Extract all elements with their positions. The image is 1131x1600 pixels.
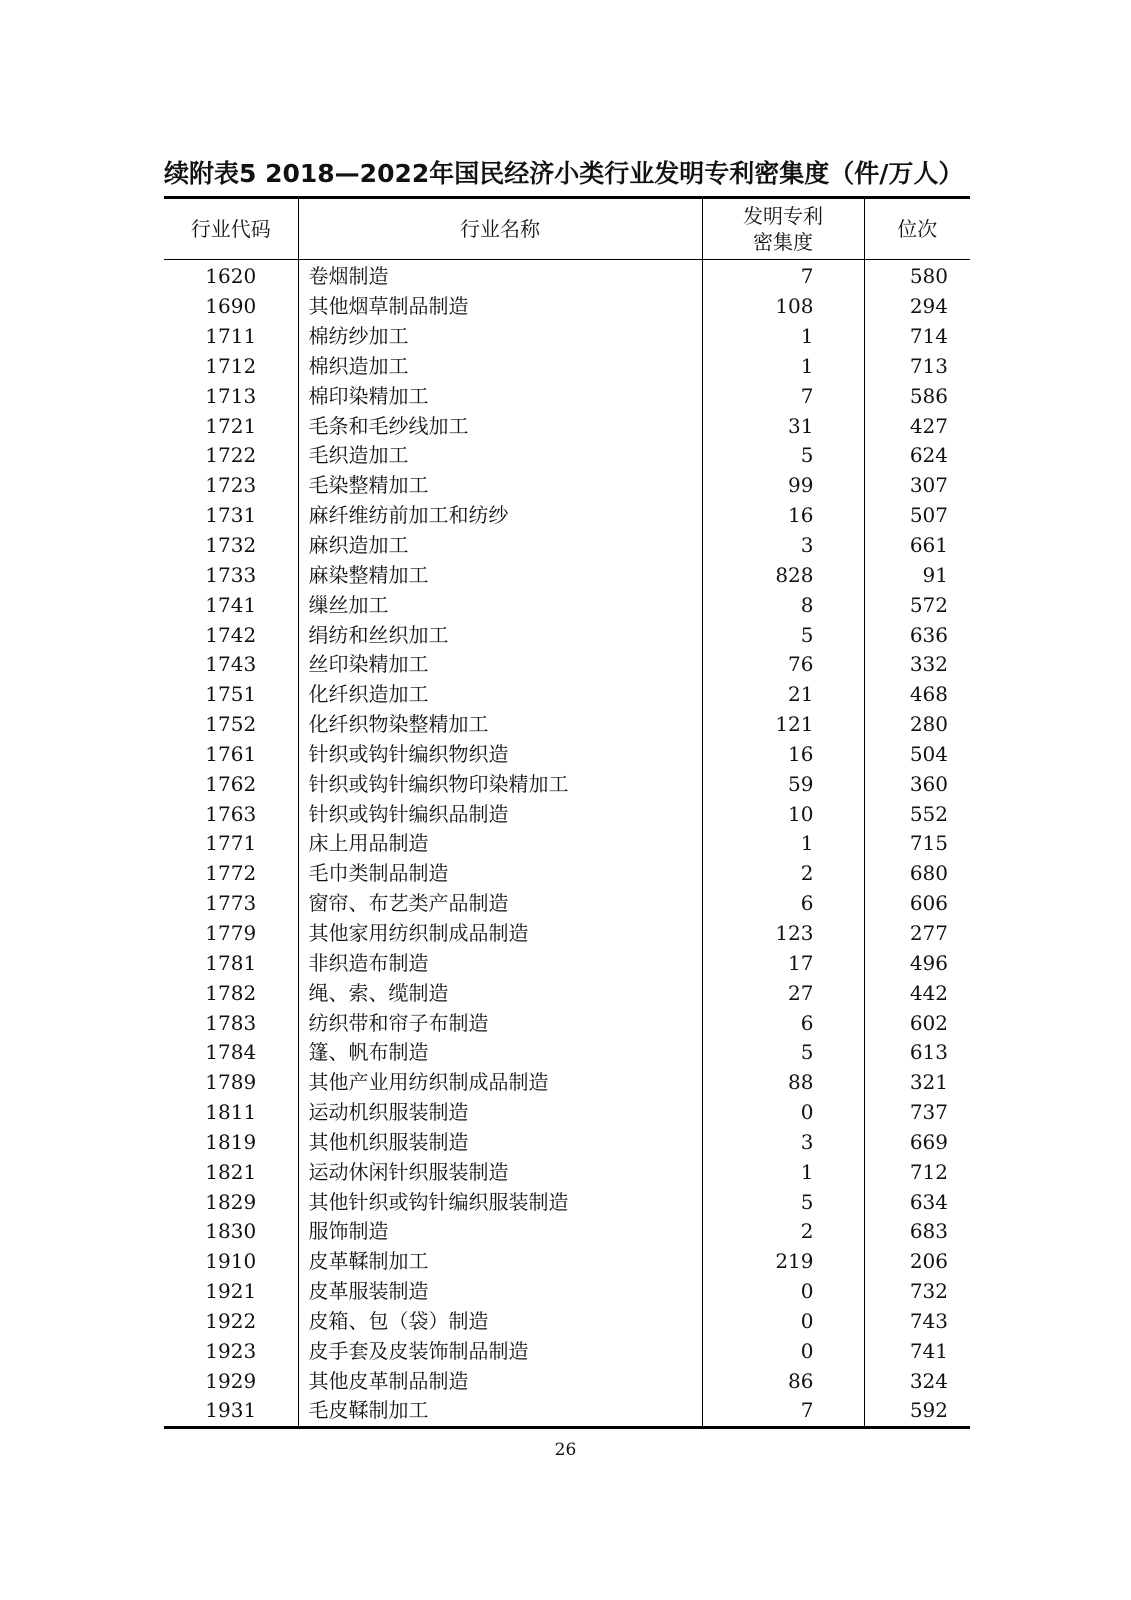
cell-code: 1731 bbox=[205, 503, 257, 528]
cell-density: 6 bbox=[702, 1008, 864, 1038]
cell-density: 3 bbox=[702, 531, 864, 561]
cell-density: 5 bbox=[702, 1187, 864, 1217]
table-row bbox=[164, 1157, 970, 1187]
cell-code: 1773 bbox=[205, 891, 257, 916]
table-row bbox=[164, 1127, 970, 1157]
cell-code: 1772 bbox=[205, 861, 257, 886]
cell-name: 毛巾类制品制造 bbox=[298, 859, 702, 889]
cell-name: 其他产业用纺织制成品制造 bbox=[298, 1068, 702, 1098]
cell-name: 化纤织物染整精加工 bbox=[298, 710, 702, 740]
table-row bbox=[164, 1098, 970, 1128]
cell-code: 1779 bbox=[205, 920, 257, 945]
cell-code: 1923 bbox=[205, 1338, 257, 1363]
cell-name: 卷烟制造 bbox=[298, 260, 702, 292]
page-number: 26 bbox=[554, 1440, 577, 1460]
cell-name: 针织或钩针编织物印染精加工 bbox=[298, 769, 702, 799]
table-row bbox=[164, 740, 970, 770]
cell-name: 服饰制造 bbox=[298, 1217, 702, 1247]
cell-name: 皮箱、包（袋）制造 bbox=[298, 1307, 702, 1337]
cell-name: 麻织造加工 bbox=[298, 531, 702, 561]
cell-rank: 552 bbox=[864, 799, 970, 829]
cell-code: 1922 bbox=[205, 1308, 257, 1333]
column-header-code: 行业代码 bbox=[164, 198, 298, 260]
table-row bbox=[164, 1366, 970, 1396]
cell-rank: 586 bbox=[864, 381, 970, 411]
table-row bbox=[164, 531, 970, 561]
cell-name: 皮革鞣制加工 bbox=[298, 1247, 702, 1277]
cell-density: 27 bbox=[702, 978, 864, 1008]
cell-code: 1782 bbox=[205, 980, 257, 1005]
cell-rank: 294 bbox=[864, 292, 970, 322]
data-table bbox=[164, 196, 970, 1429]
cell-density: 17 bbox=[702, 948, 864, 978]
column-header-rank: 位次 bbox=[864, 198, 970, 260]
table-row bbox=[164, 322, 970, 352]
table-row bbox=[164, 1277, 970, 1307]
cell-name: 运动机织服装制造 bbox=[298, 1098, 702, 1128]
table-row bbox=[164, 680, 970, 710]
cell-density: 0 bbox=[702, 1307, 864, 1337]
cell-code: 1743 bbox=[205, 652, 257, 677]
cell-code: 1830 bbox=[205, 1219, 257, 1244]
page-title: 续附表5 2018—2022年国民经济小类行业发明专利密集度（件/万人） bbox=[164, 159, 964, 188]
table-row bbox=[164, 710, 970, 740]
cell-name: 针织或钩针编织品制造 bbox=[298, 799, 702, 829]
cell-rank: 712 bbox=[864, 1157, 970, 1187]
table-row bbox=[164, 1307, 970, 1337]
cell-density: 0 bbox=[702, 1336, 864, 1366]
cell-rank: 606 bbox=[864, 889, 970, 919]
cell-code: 1784 bbox=[205, 1040, 257, 1065]
cell-name: 丝印染精加工 bbox=[298, 650, 702, 680]
table-row bbox=[164, 859, 970, 889]
table-row bbox=[164, 501, 970, 531]
cell-rank: 572 bbox=[864, 590, 970, 620]
table-row bbox=[164, 620, 970, 650]
cell-code: 1783 bbox=[205, 1010, 257, 1035]
cell-name: 其他家用纺织制成品制造 bbox=[298, 919, 702, 949]
cell-name: 麻染整精加工 bbox=[298, 560, 702, 590]
cell-density: 2 bbox=[702, 1217, 864, 1247]
cell-density: 1 bbox=[702, 352, 864, 382]
cell-code: 1931 bbox=[205, 1398, 257, 1423]
table-row bbox=[164, 829, 970, 859]
cell-rank: 669 bbox=[864, 1127, 970, 1157]
cell-name: 皮手套及皮装饰制品制造 bbox=[298, 1336, 702, 1366]
cell-name: 缫丝加工 bbox=[298, 590, 702, 620]
cell-name: 窗帘、布艺类产品制造 bbox=[298, 889, 702, 919]
cell-density: 59 bbox=[702, 769, 864, 799]
cell-code: 1620 bbox=[205, 264, 257, 289]
cell-name: 纺织带和帘子布制造 bbox=[298, 1008, 702, 1038]
column-header-density bbox=[702, 198, 864, 260]
cell-density: 10 bbox=[702, 799, 864, 829]
table-row bbox=[164, 1217, 970, 1247]
cell-code: 1721 bbox=[205, 413, 257, 438]
cell-code: 1910 bbox=[205, 1249, 257, 1274]
cell-rank: 714 bbox=[864, 322, 970, 352]
cell-rank: 496 bbox=[864, 948, 970, 978]
cell-name: 毛织造加工 bbox=[298, 441, 702, 471]
table-header-row bbox=[164, 198, 970, 260]
cell-name: 绳、索、缆制造 bbox=[298, 978, 702, 1008]
cell-code: 1732 bbox=[205, 533, 257, 558]
cell-density: 3 bbox=[702, 1127, 864, 1157]
cell-rank: 504 bbox=[864, 740, 970, 770]
cell-density: 7 bbox=[702, 381, 864, 411]
cell-rank: 91 bbox=[864, 560, 970, 590]
cell-density: 121 bbox=[702, 710, 864, 740]
cell-rank: 680 bbox=[864, 859, 970, 889]
cell-density: 5 bbox=[702, 620, 864, 650]
table-body bbox=[164, 260, 970, 1428]
cell-density: 0 bbox=[702, 1277, 864, 1307]
cell-rank: 280 bbox=[864, 710, 970, 740]
cell-code: 1711 bbox=[205, 324, 257, 349]
cell-code: 1819 bbox=[205, 1129, 257, 1154]
cell-code: 1712 bbox=[205, 353, 257, 378]
cell-density: 123 bbox=[702, 919, 864, 949]
cell-name: 其他机织服装制造 bbox=[298, 1127, 702, 1157]
cell-density: 0 bbox=[702, 1098, 864, 1128]
cell-name: 棉织造加工 bbox=[298, 352, 702, 382]
cell-density: 76 bbox=[702, 650, 864, 680]
cell-density: 86 bbox=[702, 1366, 864, 1396]
cell-density: 828 bbox=[702, 560, 864, 590]
cell-code: 1741 bbox=[205, 592, 257, 617]
cell-name: 运动休闲针织服装制造 bbox=[298, 1157, 702, 1187]
table-row bbox=[164, 1038, 970, 1068]
cell-name: 棉印染精加工 bbox=[298, 381, 702, 411]
cell-name: 麻纤维纺前加工和纺纱 bbox=[298, 501, 702, 531]
table-row bbox=[164, 441, 970, 471]
cell-code: 1742 bbox=[205, 622, 257, 647]
cell-code: 1811 bbox=[205, 1100, 257, 1125]
cell-rank: 277 bbox=[864, 919, 970, 949]
cell-code: 1781 bbox=[205, 950, 257, 975]
table-row bbox=[164, 411, 970, 441]
cell-name: 皮革服装制造 bbox=[298, 1277, 702, 1307]
cell-code: 1762 bbox=[205, 771, 257, 796]
cell-rank: 683 bbox=[864, 1217, 970, 1247]
table-row bbox=[164, 799, 970, 829]
cell-density: 8 bbox=[702, 590, 864, 620]
column-header-density-line1: 发明专利 bbox=[743, 204, 823, 228]
table-row bbox=[164, 650, 970, 680]
cell-code: 1723 bbox=[205, 473, 257, 498]
cell-name: 化纤织造加工 bbox=[298, 680, 702, 710]
cell-density: 16 bbox=[702, 501, 864, 531]
table-row bbox=[164, 769, 970, 799]
cell-name: 篷、帆布制造 bbox=[298, 1038, 702, 1068]
table-row bbox=[164, 919, 970, 949]
cell-rank: 661 bbox=[864, 531, 970, 561]
cell-rank: 206 bbox=[864, 1247, 970, 1277]
table-row bbox=[164, 471, 970, 501]
cell-density: 1 bbox=[702, 1157, 864, 1187]
cell-rank: 715 bbox=[864, 829, 970, 859]
cell-name: 毛条和毛纱线加工 bbox=[298, 411, 702, 441]
cell-density: 7 bbox=[702, 1396, 864, 1427]
cell-rank: 307 bbox=[864, 471, 970, 501]
cell-density: 1 bbox=[702, 829, 864, 859]
cell-rank: 613 bbox=[864, 1038, 970, 1068]
cell-rank: 507 bbox=[864, 501, 970, 531]
cell-density: 21 bbox=[702, 680, 864, 710]
cell-code: 1722 bbox=[205, 443, 257, 468]
cell-density: 2 bbox=[702, 859, 864, 889]
cell-name: 毛染整精加工 bbox=[298, 471, 702, 501]
cell-density: 5 bbox=[702, 441, 864, 471]
table-row bbox=[164, 1336, 970, 1366]
cell-code: 1690 bbox=[205, 294, 257, 319]
table-row bbox=[164, 948, 970, 978]
cell-density: 7 bbox=[702, 260, 864, 292]
table-row bbox=[164, 352, 970, 382]
table-row bbox=[164, 381, 970, 411]
cell-rank: 592 bbox=[864, 1396, 970, 1427]
cell-code: 1829 bbox=[205, 1189, 257, 1214]
cell-density: 31 bbox=[702, 411, 864, 441]
table-row bbox=[164, 1396, 970, 1427]
table-row bbox=[164, 889, 970, 919]
cell-name: 棉纺纱加工 bbox=[298, 322, 702, 352]
table-row bbox=[164, 560, 970, 590]
cell-name: 绢纺和丝织加工 bbox=[298, 620, 702, 650]
table-row bbox=[164, 1247, 970, 1277]
cell-code: 1789 bbox=[205, 1070, 257, 1095]
cell-name: 其他皮革制品制造 bbox=[298, 1366, 702, 1396]
cell-density: 219 bbox=[702, 1247, 864, 1277]
cell-code: 1821 bbox=[205, 1159, 257, 1184]
cell-name: 非织造布制造 bbox=[298, 948, 702, 978]
table-row bbox=[164, 1008, 970, 1038]
table-row bbox=[164, 590, 970, 620]
cell-name: 毛皮鞣制加工 bbox=[298, 1396, 702, 1427]
cell-code: 1771 bbox=[205, 831, 257, 856]
cell-code: 1751 bbox=[205, 682, 257, 707]
cell-rank: 743 bbox=[864, 1307, 970, 1337]
cell-rank: 737 bbox=[864, 1098, 970, 1128]
cell-name: 其他烟草制品制造 bbox=[298, 292, 702, 322]
cell-code: 1761 bbox=[205, 741, 257, 766]
table-row bbox=[164, 1187, 970, 1217]
cell-code: 1929 bbox=[205, 1368, 257, 1393]
cell-rank: 332 bbox=[864, 650, 970, 680]
table-row bbox=[164, 1068, 970, 1098]
cell-code: 1752 bbox=[205, 712, 257, 737]
cell-code: 1921 bbox=[205, 1279, 257, 1304]
cell-rank: 602 bbox=[864, 1008, 970, 1038]
cell-rank: 442 bbox=[864, 978, 970, 1008]
cell-density: 6 bbox=[702, 889, 864, 919]
cell-density: 1 bbox=[702, 322, 864, 352]
cell-rank: 324 bbox=[864, 1366, 970, 1396]
table-row bbox=[164, 260, 970, 292]
cell-name: 床上用品制造 bbox=[298, 829, 702, 859]
table-row bbox=[164, 292, 970, 322]
column-header-name: 行业名称 bbox=[298, 198, 702, 260]
cell-density: 5 bbox=[702, 1038, 864, 1068]
cell-rank: 741 bbox=[864, 1336, 970, 1366]
cell-rank: 427 bbox=[864, 411, 970, 441]
table-row bbox=[164, 978, 970, 1008]
cell-name: 针织或钩针编织物织造 bbox=[298, 740, 702, 770]
cell-rank: 634 bbox=[864, 1187, 970, 1217]
cell-code: 1733 bbox=[205, 562, 257, 587]
cell-rank: 580 bbox=[864, 260, 970, 292]
cell-code: 1713 bbox=[205, 383, 257, 408]
cell-density: 99 bbox=[702, 471, 864, 501]
column-header-density-line2: 密集度 bbox=[753, 230, 813, 254]
cell-rank: 360 bbox=[864, 769, 970, 799]
cell-density: 88 bbox=[702, 1068, 864, 1098]
cell-rank: 321 bbox=[864, 1068, 970, 1098]
cell-rank: 636 bbox=[864, 620, 970, 650]
cell-density: 16 bbox=[702, 740, 864, 770]
cell-rank: 624 bbox=[864, 441, 970, 471]
cell-density: 108 bbox=[702, 292, 864, 322]
cell-code: 1763 bbox=[205, 801, 257, 826]
cell-name: 其他针织或钩针编织服装制造 bbox=[298, 1187, 702, 1217]
cell-rank: 468 bbox=[864, 680, 970, 710]
cell-rank: 732 bbox=[864, 1277, 970, 1307]
cell-rank: 713 bbox=[864, 352, 970, 382]
